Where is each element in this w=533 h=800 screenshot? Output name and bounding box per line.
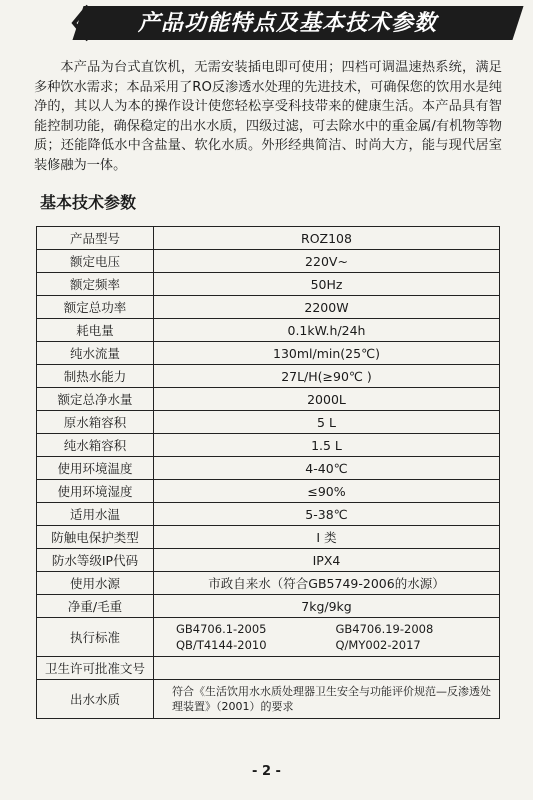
table-row [37, 250, 500, 273]
spec-label: 防水等级IP代码 [37, 549, 154, 572]
spec-label: 纯水箱容积 [37, 434, 154, 457]
spec-value: 4-40℃ [154, 457, 500, 480]
spec-label: 额定总净水量 [37, 388, 154, 411]
standard-item: GB4706.1-2005 [176, 622, 267, 636]
spec-label: 制热水能力 [37, 365, 154, 388]
spec-value: 7kg/9kg [154, 595, 500, 618]
spec-label: 额定频率 [37, 273, 154, 296]
table-row [37, 526, 500, 549]
spec-value: 2200W [154, 296, 500, 319]
intro-paragraph: 本产品为台式直饮机，无需安装插电即可使用；四档可调温速热系统，满足多种饮水需求；本品采用了RO反渗透水处理的先进技术，可确保您的饮用水是纯净的，其以人为本的操作设计使您轻松享受科技带来的健康生活。本产品具有智能控制功能，确保稳定的出水水质，四级过滤，可去除水中的重金属/有机物等物质；还能降低水中含盐量、软化水质。外形经典简洁、时尚大方，能与现代居室装修融为一体。 [34, 60, 502, 173]
table-row [37, 434, 500, 457]
standard-item: QB/T4144-2010 [176, 638, 267, 652]
table-row [37, 572, 500, 595]
standards-cell [154, 618, 500, 657]
spec-value: 5-38℃ [154, 503, 500, 526]
spec-label: 执行标准 [37, 618, 154, 657]
spec-label: 使用环境湿度 [37, 480, 154, 503]
table-row [37, 388, 500, 411]
spec-label: 卫生许可批准文号 [37, 657, 154, 680]
table-row [37, 273, 500, 296]
table-row [37, 503, 500, 526]
spec-label: 适用水温 [37, 503, 154, 526]
spec-label: 出水水质 [37, 680, 154, 719]
spec-value: 2000L [154, 388, 500, 411]
spec-value: 1.5 L [154, 434, 500, 457]
table-row [37, 549, 500, 572]
spec-value: 130ml/min(25℃) [154, 342, 500, 365]
table-row-hygiene [37, 657, 500, 680]
spec-label: 纯水流量 [37, 342, 154, 365]
table-row-water-quality [37, 680, 500, 719]
table-row [37, 296, 500, 319]
spec-value: ROZ108 [154, 227, 500, 250]
spec-label: 产品型号 [37, 227, 154, 250]
standard-item: Q/MY002-2017 [335, 638, 421, 652]
spec-label: 净重/毛重 [37, 595, 154, 618]
page-number: - 2 - [252, 764, 281, 779]
spec-label: 使用环境温度 [37, 457, 154, 480]
table-row [37, 595, 500, 618]
water-quality-cell [154, 680, 500, 719]
spec-value: 50Hz [154, 273, 500, 296]
spec-value: 0.1kW.h/24h [154, 319, 500, 342]
spec-value: 5 L [154, 411, 500, 434]
spec-value: IPX4 [154, 549, 500, 572]
spec-label: 使用水源 [37, 572, 154, 595]
spec-label: 耗电量 [37, 319, 154, 342]
table-row [37, 342, 500, 365]
spec-value: 市政自来水（符合GB5749-2006的水源） [154, 572, 500, 595]
table-row [37, 480, 500, 503]
header-banner [0, 0, 533, 48]
table-row [37, 365, 500, 388]
table-row-standards [37, 618, 500, 657]
table-row [37, 457, 500, 480]
table-row [37, 319, 500, 342]
standards-list [158, 622, 495, 652]
table-row [37, 411, 500, 434]
spec-label: 原水箱容积 [37, 411, 154, 434]
section-title: 基本技术参数 [40, 193, 137, 212]
standard-item: GB4706.19-2008 [335, 622, 434, 636]
spec-value: 220V~ [154, 250, 500, 273]
spec-table [36, 226, 500, 719]
table-row [37, 227, 500, 250]
page-title: 产品功能特点及基本技术参数 [138, 11, 438, 36]
spec-value: 27L/H(≥90℃ ) [154, 365, 500, 388]
spec-value: ≤90% [154, 480, 500, 503]
spec-label: 额定电压 [37, 250, 154, 273]
spec-label: 额定总功率 [37, 296, 154, 319]
spec-label: 防触电保护类型 [37, 526, 154, 549]
spec-value [154, 657, 500, 680]
water-quality-text: 符合《生活饮用水水质处理器卫生安全与功能评价规范—反渗透处理装置》（2001）的要求 [172, 685, 491, 713]
spec-value: I 类 [154, 526, 500, 549]
